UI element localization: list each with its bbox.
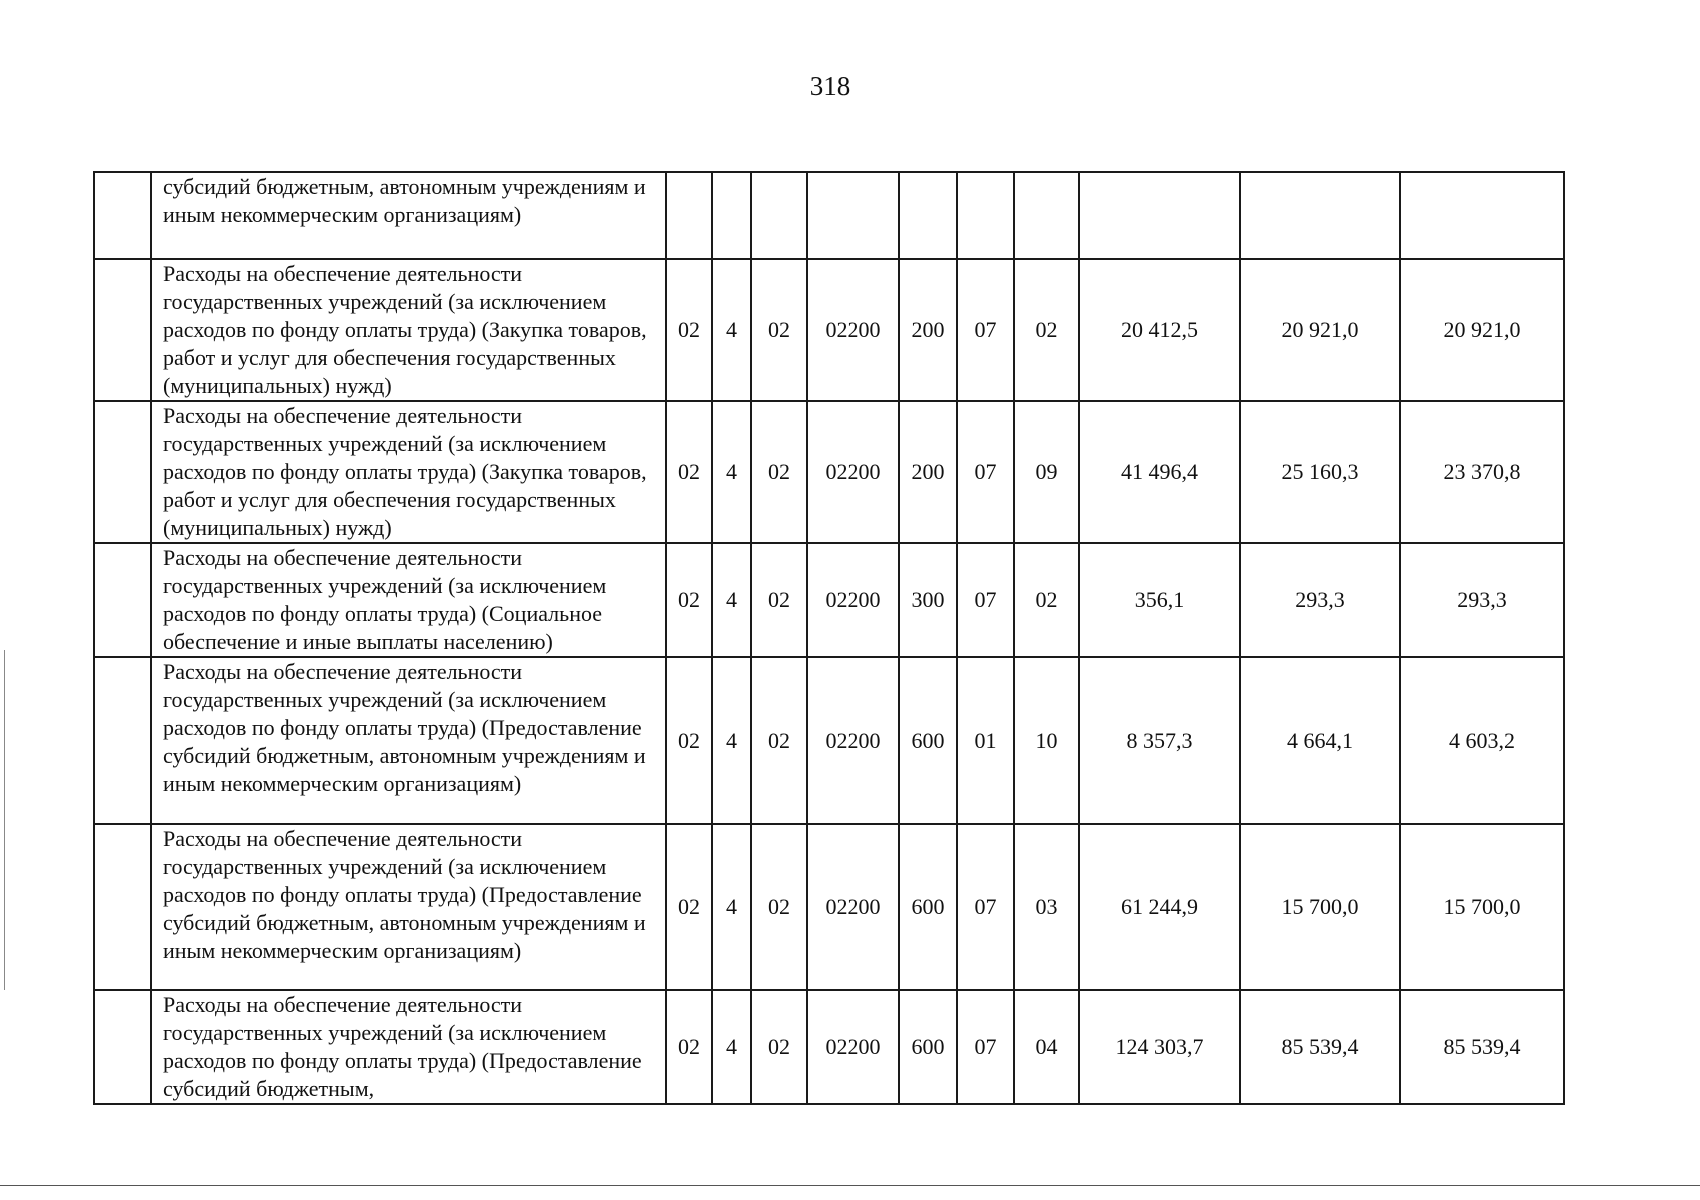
code-cell-4 (807, 172, 899, 259)
code-cell-1 (666, 172, 712, 259)
amount-cell-2: 85 539,4 (1240, 990, 1400, 1104)
code-cell-7 (1014, 172, 1079, 259)
code-cell-1: 02 (666, 259, 712, 401)
table-row (94, 990, 1564, 1104)
code-cell-6: 07 (957, 401, 1014, 543)
code-cell-7: 02 (1014, 259, 1079, 401)
code-cell-3: 02 (751, 259, 807, 401)
amount-cell-3: 20 921,0 (1400, 259, 1564, 401)
amount-cell-1: 356,1 (1079, 543, 1240, 657)
code-cell-4: 02200 (807, 657, 899, 824)
amount-cell-3: 15 700,0 (1400, 824, 1564, 990)
code-cell-4: 02200 (807, 824, 899, 990)
amount-cell-2: 25 160,3 (1240, 401, 1400, 543)
code-cell-6: 01 (957, 657, 1014, 824)
code-cell-6: 07 (957, 990, 1014, 1104)
amount-cell-1: 124 303,7 (1079, 990, 1240, 1104)
row-number-cell (94, 259, 151, 401)
amount-cell-2 (1240, 172, 1400, 259)
code-cell-7: 09 (1014, 401, 1079, 543)
row-number-cell (94, 401, 151, 543)
description-cell: субсидий бюджетным, автономным учреждениям и иным некоммерческим организациям) (151, 172, 666, 259)
code-cell-2: 4 (712, 401, 751, 543)
amount-cell-1: 61 244,9 (1079, 824, 1240, 990)
amount-cell-2: 20 921,0 (1240, 259, 1400, 401)
code-cell-3: 02 (751, 990, 807, 1104)
code-cell-5: 600 (899, 990, 957, 1104)
description-cell: Расходы на обеспечение деятельности государственных учреждений (за исключением расходов по фонду оплаты труда) (Предоставление субсидий бюджетным, автономным учреждениям и иным некоммерческим организациям) (151, 824, 666, 990)
scan-edge-mark (4, 650, 5, 990)
page-number: 318 (809, 71, 851, 101)
description-cell: Расходы на обеспечение деятельности государственных учреждений (за исключением расходов по фонду оплаты труда) (Социальное обеспечение и иные выплаты населению) (151, 543, 666, 657)
description-cell: Расходы на обеспечение деятельности государственных учреждений (за исключением расходов по фонду оплаты труда) (Предоставление субсидий бюджетным, (151, 990, 666, 1104)
code-cell-2: 4 (712, 657, 751, 824)
amount-cell-3: 293,3 (1400, 543, 1564, 657)
amount-cell-1 (1079, 172, 1240, 259)
amount-cell-3: 23 370,8 (1400, 401, 1564, 543)
amount-cell-2: 15 700,0 (1240, 824, 1400, 990)
table-row (94, 259, 1564, 401)
table-row (94, 172, 1564, 259)
row-number-cell (94, 657, 151, 824)
code-cell-7: 03 (1014, 824, 1079, 990)
code-cell-7: 04 (1014, 990, 1079, 1104)
code-cell-7: 02 (1014, 543, 1079, 657)
amount-cell-1: 20 412,5 (1079, 259, 1240, 401)
code-cell-4: 02200 (807, 401, 899, 543)
amount-cell-3: 4 603,2 (1400, 657, 1564, 824)
table-row (94, 401, 1564, 543)
description-cell: Расходы на обеспечение деятельности государственных учреждений (за исключением расходов по фонду оплаты труда) (Закупка товаров, работ и услуг для обеспечения государственных (муниципальных) нужд) (151, 401, 666, 543)
amount-cell-3: 85 539,4 (1400, 990, 1564, 1104)
code-cell-6: 07 (957, 824, 1014, 990)
table-row (94, 657, 1564, 824)
code-cell-6: 07 (957, 259, 1014, 401)
amount-cell-1: 8 357,3 (1079, 657, 1240, 824)
code-cell-2 (712, 172, 751, 259)
amount-cell-1: 41 496,4 (1079, 401, 1240, 543)
row-number-cell (94, 824, 151, 990)
amount-cell-2: 4 664,1 (1240, 657, 1400, 824)
code-cell-2: 4 (712, 990, 751, 1104)
code-cell-1: 02 (666, 657, 712, 824)
code-cell-4: 02200 (807, 543, 899, 657)
row-number-cell (94, 990, 151, 1104)
code-cell-3: 02 (751, 657, 807, 824)
code-cell-4: 02200 (807, 990, 899, 1104)
description-cell: Расходы на обеспечение деятельности государственных учреждений (за исключением расходов по фонду оплаты труда) (Закупка товаров, работ и услуг для обеспечения государственных (муниципальных) нужд) (151, 259, 666, 401)
code-cell-5: 600 (899, 657, 957, 824)
code-cell-3: 02 (751, 543, 807, 657)
code-cell-5: 200 (899, 259, 957, 401)
code-cell-2: 4 (712, 543, 751, 657)
code-cell-3: 02 (751, 401, 807, 543)
description-cell: Расходы на обеспечение деятельности государственных учреждений (за исключением расходов по фонду оплаты труда) (Предоставление субсидий бюджетным, автономным учреждениям и иным некоммерческим организациям) (151, 657, 666, 824)
code-cell-1: 02 (666, 401, 712, 543)
code-cell-3 (751, 172, 807, 259)
code-cell-2: 4 (712, 259, 751, 401)
table-row (94, 824, 1564, 990)
code-cell-5: 300 (899, 543, 957, 657)
amount-cell-3 (1400, 172, 1564, 259)
code-cell-1: 02 (666, 824, 712, 990)
code-cell-3: 02 (751, 824, 807, 990)
code-cell-6: 07 (957, 543, 1014, 657)
code-cell-5: 600 (899, 824, 957, 990)
code-cell-1: 02 (666, 543, 712, 657)
code-cell-5: 200 (899, 401, 957, 543)
row-number-cell (94, 172, 151, 259)
scan-bottom-rule (0, 1185, 1700, 1186)
budget-table (93, 171, 1565, 1105)
code-cell-4: 02200 (807, 259, 899, 401)
amount-cell-2: 293,3 (1240, 543, 1400, 657)
code-cell-7: 10 (1014, 657, 1079, 824)
table-row (94, 543, 1564, 657)
code-cell-5 (899, 172, 957, 259)
code-cell-2: 4 (712, 824, 751, 990)
code-cell-6 (957, 172, 1014, 259)
code-cell-1: 02 (666, 990, 712, 1104)
row-number-cell (94, 543, 151, 657)
